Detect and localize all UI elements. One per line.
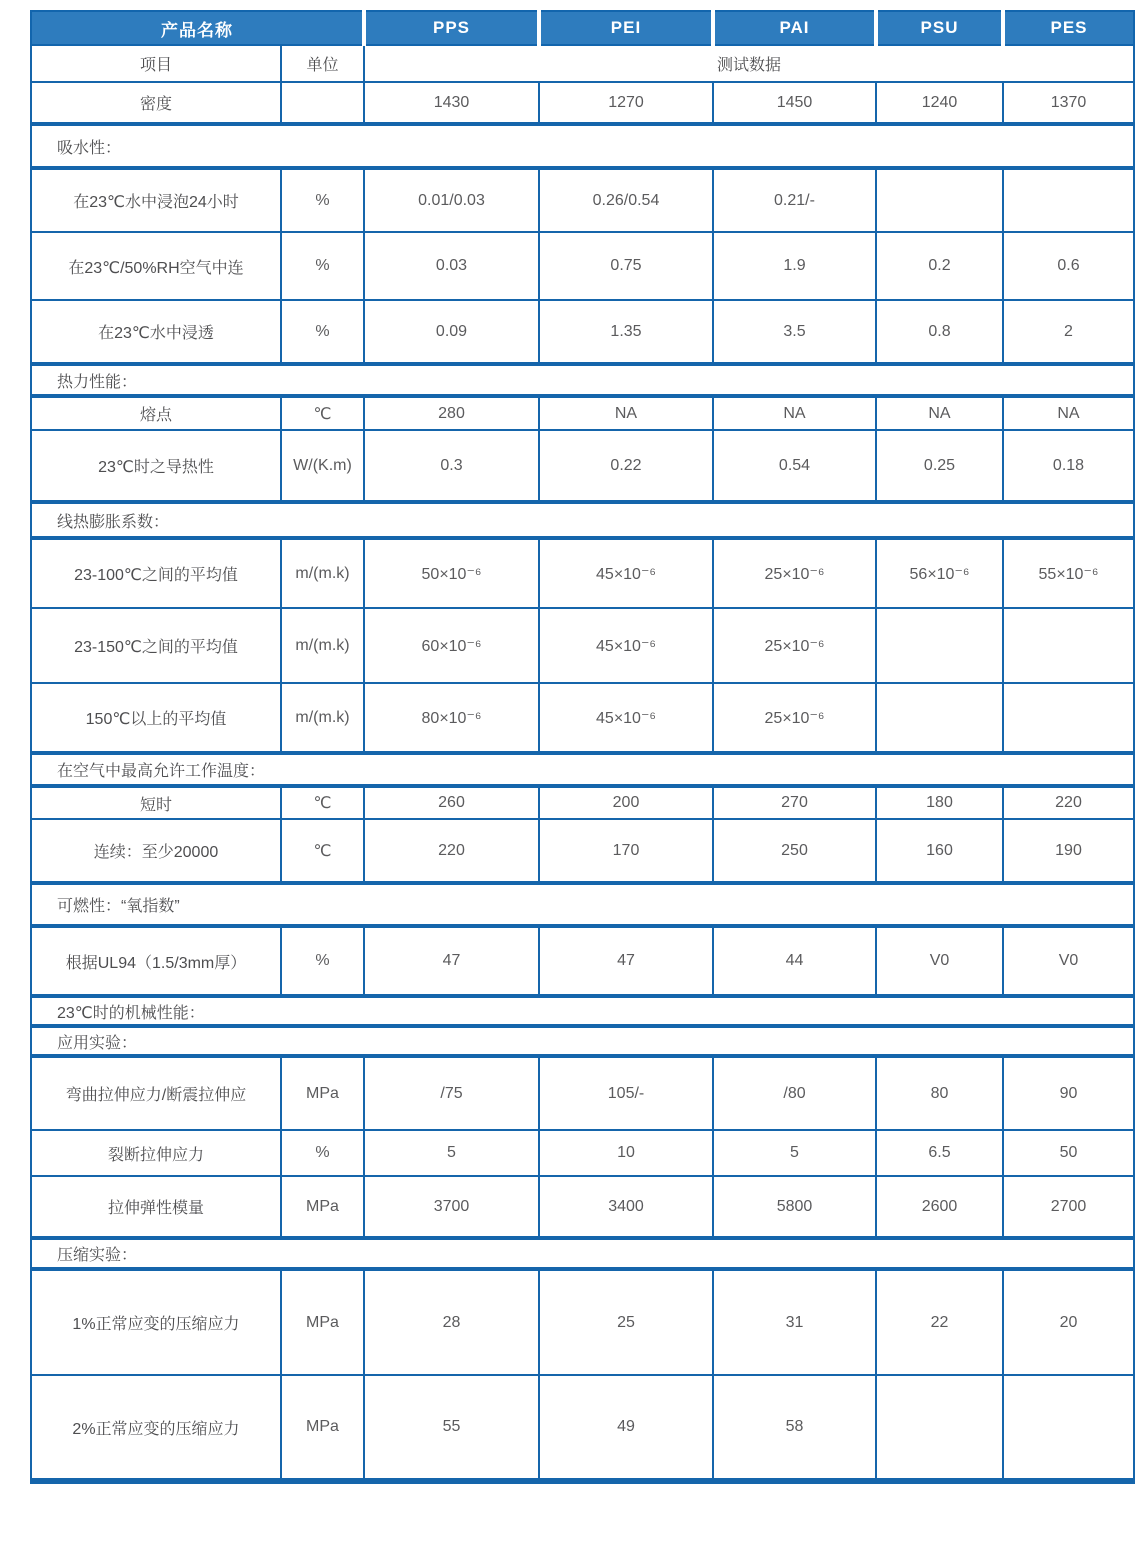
value-cell [876,608,1003,683]
value-cell [1003,608,1134,683]
value-cell: 25×10⁻⁶ [713,608,876,683]
product-header-pai: PAI [713,11,876,45]
section-band-label: 23℃时的机械性能： [31,996,1134,1026]
table-row [31,300,1134,364]
value-cell [876,168,1003,232]
value-cell: 60×10⁻⁶ [364,608,539,683]
value-cell: 25×10⁻⁶ [713,538,876,608]
row-label-cell: 23℃时之导热性 [31,430,281,502]
value-cell: 45×10⁻⁶ [539,608,713,683]
section-band-label: 应用实验： [31,1026,1134,1056]
value-cell: 270 [713,786,876,819]
value-cell: 58 [713,1375,876,1481]
value-cell: NA [713,396,876,430]
value-cell: 25 [539,1269,713,1375]
section-band-row [31,364,1134,396]
value-cell: 22 [876,1269,1003,1375]
value-cell: 45×10⁻⁶ [539,538,713,608]
row-label-cell: 23-100℃之间的平均值 [31,538,281,608]
row-label-cell: 在23℃/50%RH空气中连 [31,232,281,300]
test-data-header-cell: 测试数据 [364,45,1134,82]
product-header-pei: PEI [539,11,713,45]
value-cell: 49 [539,1375,713,1481]
value-cell: 55 [364,1375,539,1481]
section-band-row [31,996,1134,1026]
value-cell: 56×10⁻⁶ [876,538,1003,608]
item-header-cell: 项目 [31,45,281,82]
value-cell: 1430 [364,82,539,124]
section-band-row [31,502,1134,538]
value-cell: 45×10⁻⁶ [539,683,713,753]
value-cell: 220 [1003,786,1134,819]
unit-cell: W/(K.m) [281,430,364,502]
value-cell: 0.03 [364,232,539,300]
unit-cell: MPa [281,1176,364,1238]
table-row [31,82,1134,124]
value-cell: 3.5 [713,300,876,364]
table-row [31,1130,1134,1176]
value-cell: NA [1003,396,1134,430]
section-band-row [31,1238,1134,1269]
section-band-label: 吸水性： [31,124,1134,168]
table-row [31,1176,1134,1238]
table-row [31,926,1134,996]
value-cell: 105/- [539,1056,713,1130]
value-cell: 1370 [1003,82,1134,124]
value-cell: 190 [1003,819,1134,883]
value-cell: 44 [713,926,876,996]
row-label-cell: 1%正常应变的压缩应力 [31,1269,281,1375]
value-cell: 5 [364,1130,539,1176]
value-cell: 200 [539,786,713,819]
unit-cell: m/(m.k) [281,538,364,608]
value-cell: NA [876,396,1003,430]
value-cell: V0 [1003,926,1134,996]
unit-cell: % [281,300,364,364]
table-row [31,538,1134,608]
value-cell: 80×10⁻⁶ [364,683,539,753]
product-header-psu: PSU [876,11,1003,45]
value-cell [876,683,1003,753]
unit-cell: m/(m.k) [281,608,364,683]
table-body [31,11,1134,1481]
value-cell: 0.22 [539,430,713,502]
value-cell: 3400 [539,1176,713,1238]
value-cell: 0.75 [539,232,713,300]
value-cell: 47 [364,926,539,996]
row-label-cell: 根据UL94（1.5/3mm厚） [31,926,281,996]
value-cell [876,1375,1003,1481]
table-row [31,819,1134,883]
unit-cell: % [281,232,364,300]
section-band-label: 线热膨胀系数： [31,502,1134,538]
value-cell: 0.01/0.03 [364,168,539,232]
value-cell [1003,683,1134,753]
unit-cell: % [281,168,364,232]
value-cell: 0.18 [1003,430,1134,502]
value-cell: 0.3 [364,430,539,502]
row-label-cell: 裂断拉伸应力 [31,1130,281,1176]
section-band-row [31,1026,1134,1056]
table-row [31,430,1134,502]
row-label-cell: 150℃以上的平均值 [31,683,281,753]
table-row [31,786,1134,819]
value-cell: 50 [1003,1130,1134,1176]
value-cell: 25×10⁻⁶ [713,683,876,753]
row-label-cell: 短时 [31,786,281,819]
value-cell: 0.09 [364,300,539,364]
unit-cell: ℃ [281,396,364,430]
value-cell: NA [539,396,713,430]
unit-cell: MPa [281,1269,364,1375]
unit-cell: MPa [281,1375,364,1481]
value-cell: 1.9 [713,232,876,300]
row-label-cell: 在23℃水中浸透 [31,300,281,364]
value-cell: 28 [364,1269,539,1375]
value-cell: 0.21/- [713,168,876,232]
value-cell: 260 [364,786,539,819]
table-row [31,608,1134,683]
section-band-row [31,883,1134,926]
value-cell: 47 [539,926,713,996]
row-label-cell: 密度 [31,82,281,124]
value-cell: /80 [713,1056,876,1130]
value-cell: 180 [876,786,1003,819]
value-cell: 31 [713,1269,876,1375]
value-cell: 0.8 [876,300,1003,364]
product-header-row [31,11,1134,45]
value-cell: 280 [364,396,539,430]
section-band-label: 在空气中最高允许工作温度： [31,753,1134,786]
section-band-label: 压缩实验： [31,1238,1134,1269]
material-properties-table [30,10,1135,1484]
value-cell: 5800 [713,1176,876,1238]
row-label-cell: 拉伸弹性模量 [31,1176,281,1238]
product-name-header: 产品名称 [31,11,364,45]
table-row [31,1375,1134,1481]
value-cell: 1450 [713,82,876,124]
section-band-row [31,753,1134,786]
unit-cell: m/(m.k) [281,683,364,753]
value-cell: 0.2 [876,232,1003,300]
value-cell: V0 [876,926,1003,996]
table-row [31,168,1134,232]
value-cell: 6.5 [876,1130,1003,1176]
value-cell: 1240 [876,82,1003,124]
value-cell: 250 [713,819,876,883]
section-band-label: 热力性能： [31,364,1134,396]
product-header-pes: PES [1003,11,1134,45]
row-label-cell: 2%正常应变的压缩应力 [31,1375,281,1481]
value-cell: 80 [876,1056,1003,1130]
product-header-pps: PPS [364,11,539,45]
value-cell: 5 [713,1130,876,1176]
unit-cell: % [281,1130,364,1176]
value-cell: 0.26/0.54 [539,168,713,232]
value-cell: 2700 [1003,1176,1134,1238]
value-cell: 20 [1003,1269,1134,1375]
table-row [31,396,1134,430]
subheader-row [31,45,1134,82]
row-label-cell: 在23℃水中浸泡24小时 [31,168,281,232]
value-cell: 0.54 [713,430,876,502]
value-cell: 220 [364,819,539,883]
value-cell: 1270 [539,82,713,124]
section-band-label: 可燃性：“氧指数” [31,883,1134,926]
table-row [31,1269,1134,1375]
unit-cell [281,82,364,124]
section-band-row [31,124,1134,168]
value-cell: 90 [1003,1056,1134,1130]
value-cell: 0.6 [1003,232,1134,300]
unit-cell: MPa [281,1056,364,1130]
value-cell: /75 [364,1056,539,1130]
unit-header-cell: 单位 [281,45,364,82]
unit-cell: ℃ [281,819,364,883]
value-cell: 3700 [364,1176,539,1238]
value-cell: 0.25 [876,430,1003,502]
row-label-cell: 弯曲拉伸应力/断震拉伸应 [31,1056,281,1130]
value-cell [1003,168,1134,232]
value-cell [1003,1375,1134,1481]
value-cell: 10 [539,1130,713,1176]
table-row [31,1056,1134,1130]
row-label-cell: 23-150℃之间的平均值 [31,608,281,683]
value-cell: 50×10⁻⁶ [364,538,539,608]
row-label-cell: 连续：至少20000 [31,819,281,883]
unit-cell: % [281,926,364,996]
table-row [31,683,1134,753]
value-cell: 160 [876,819,1003,883]
row-label-cell: 熔点 [31,396,281,430]
value-cell: 55×10⁻⁶ [1003,538,1134,608]
value-cell: 2600 [876,1176,1003,1238]
unit-cell: ℃ [281,786,364,819]
value-cell: 170 [539,819,713,883]
value-cell: 1.35 [539,300,713,364]
table-row [31,232,1134,300]
value-cell: 2 [1003,300,1134,364]
